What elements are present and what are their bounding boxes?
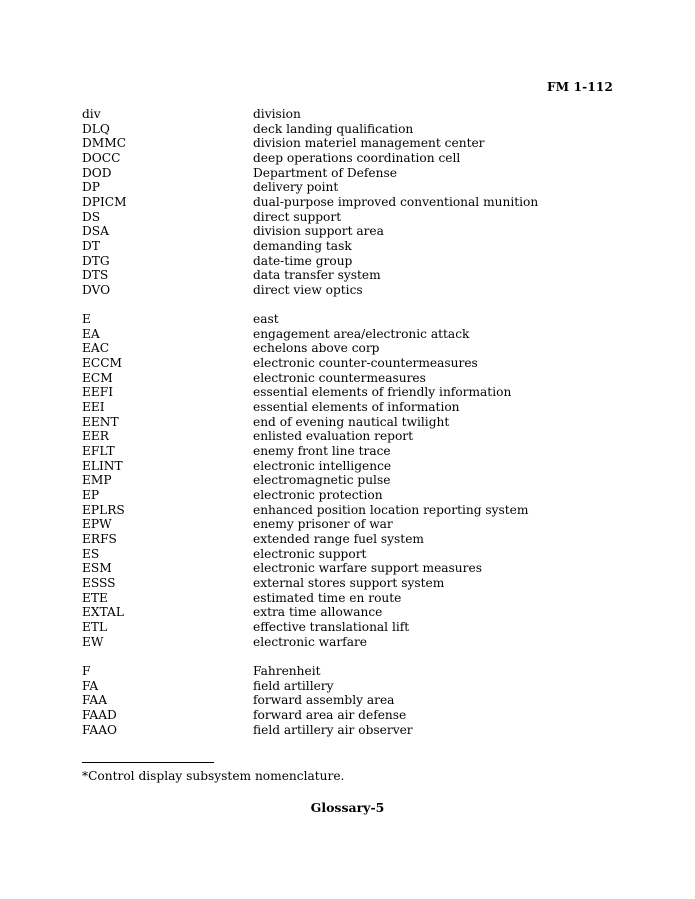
abbreviation: div xyxy=(82,107,101,121)
glossary-entry xyxy=(82,268,622,283)
abbreviation: ESM xyxy=(82,561,112,576)
abbreviation: DOCC xyxy=(82,150,121,165)
definition: electronic warfare xyxy=(253,634,367,649)
definition: date-time group xyxy=(253,253,353,268)
glossary-entry xyxy=(82,283,622,298)
abbreviation: ERFS xyxy=(82,532,117,547)
abbreviation: DOD xyxy=(82,165,112,180)
glossary-entry xyxy=(82,693,622,708)
glossary-entry xyxy=(82,122,622,137)
abbreviation: EEI xyxy=(82,400,105,415)
definition: demanding task xyxy=(253,238,352,253)
definition: enhanced position location reporting system xyxy=(253,502,529,517)
glossary-group xyxy=(82,107,622,298)
abbreviation: DMMC xyxy=(82,136,127,151)
glossary-entry xyxy=(82,605,622,620)
glossary-entry xyxy=(82,547,622,562)
abbreviation: EMP xyxy=(82,473,112,488)
definition: external stores support system xyxy=(253,575,445,590)
abbreviation: FAAD xyxy=(82,707,117,722)
glossary-entry xyxy=(82,532,622,547)
definition: electromagnetic pulse xyxy=(253,473,391,488)
glossary-entry xyxy=(82,708,622,723)
page-number: Glossary-5 xyxy=(310,800,385,815)
abbreviation: EEFI xyxy=(82,385,114,400)
glossary-entry xyxy=(82,210,622,225)
definition: direct view optics xyxy=(253,282,363,297)
definition: essential elements of information xyxy=(253,400,460,415)
glossary-entry xyxy=(82,180,622,195)
definition: electronic warfare support measures xyxy=(253,561,482,576)
abbreviation: EW xyxy=(82,634,104,649)
definition: extended range fuel system xyxy=(253,532,424,547)
glossary-entry xyxy=(82,107,622,122)
abbreviation: EA xyxy=(82,326,100,341)
glossary-entry xyxy=(82,679,622,694)
definition: end of evening nautical twilight xyxy=(253,414,450,429)
glossary-entry xyxy=(82,635,622,650)
abbreviation: F xyxy=(82,663,91,678)
abbreviation: DPICM xyxy=(82,194,127,209)
abbreviation: EAC xyxy=(82,341,110,356)
glossary-entry xyxy=(82,664,622,679)
abbreviation: EXTAL xyxy=(82,605,124,620)
abbreviation: EFLT xyxy=(82,444,115,459)
glossary-entry xyxy=(82,576,622,591)
definition: essential elements of friendly information xyxy=(253,385,512,400)
abbreviation: DTS xyxy=(82,268,109,283)
abbreviation: DP xyxy=(82,180,100,195)
definition: east xyxy=(253,312,279,327)
glossary-entry xyxy=(82,312,622,327)
definition: deep operations coordination cell xyxy=(253,150,461,165)
glossary-entry xyxy=(82,195,622,210)
definition: field artillery xyxy=(253,678,334,693)
abbreviation: EPW xyxy=(82,517,112,532)
glossary-entry xyxy=(82,723,622,738)
abbreviation: DT xyxy=(82,238,100,253)
definition: forward assembly area xyxy=(253,693,395,708)
definition: dual-purpose improved conventional munition xyxy=(253,194,539,209)
glossary-entry xyxy=(82,620,622,635)
abbreviation: ETE xyxy=(82,590,108,605)
glossary-entry xyxy=(82,385,622,400)
glossary-list xyxy=(82,107,622,752)
abbreviation: EP xyxy=(82,488,100,503)
definition: division xyxy=(253,107,301,121)
glossary-entry xyxy=(82,166,622,181)
glossary-entry xyxy=(82,473,622,488)
glossary-entry xyxy=(82,341,622,356)
definition: forward area air defense xyxy=(253,707,407,722)
definition: division materiel management center xyxy=(253,136,485,151)
definition: electronic support xyxy=(253,546,367,561)
abbreviation: ES xyxy=(82,546,100,561)
abbreviation: DLQ xyxy=(82,121,110,136)
definition: electronic countermeasures xyxy=(253,370,426,385)
definition: field artillery air observer xyxy=(253,722,413,737)
abbreviation: ECCM xyxy=(82,356,123,371)
glossary-entry xyxy=(82,459,622,474)
glossary-entry xyxy=(82,400,622,415)
glossary-entry xyxy=(82,415,622,430)
abbreviation: ESSS xyxy=(82,575,116,590)
abbreviation: DS xyxy=(82,209,101,224)
glossary-entry xyxy=(82,503,622,518)
glossary-entry xyxy=(82,591,622,606)
abbreviation: E xyxy=(82,312,91,327)
abbreviation: ECM xyxy=(82,370,113,385)
glossary-entry xyxy=(82,444,622,459)
abbreviation: FAAO xyxy=(82,722,117,737)
abbreviation: ETL xyxy=(82,619,108,634)
definition: enlisted evaluation report xyxy=(253,429,414,444)
definition: data transfer system xyxy=(253,268,381,283)
glossary-entry xyxy=(82,151,622,166)
abbreviation: FAA xyxy=(82,693,107,708)
definition: enemy prisoner of war xyxy=(253,517,393,532)
document-id: FM 1-112 xyxy=(547,80,613,94)
glossary-entry xyxy=(82,136,622,151)
glossary-entry xyxy=(82,517,622,532)
glossary-group xyxy=(82,312,622,649)
definition: estimated time en route xyxy=(253,590,402,605)
abbreviation: EPLRS xyxy=(82,502,125,517)
definition: enemy front line trace xyxy=(253,444,391,459)
abbreviation: FA xyxy=(82,678,99,693)
glossary-entry xyxy=(82,561,622,576)
definition: delivery point xyxy=(253,180,339,195)
definition: Department of Defense xyxy=(253,165,397,180)
definition: division support area xyxy=(253,224,384,239)
glossary-entry xyxy=(82,488,622,503)
glossary-entry xyxy=(82,429,622,444)
definition: electronic intelligence xyxy=(253,458,392,473)
definition: Fahrenheit xyxy=(253,663,321,678)
glossary-entry xyxy=(82,356,622,371)
definition: engagement area/electronic attack xyxy=(253,326,470,341)
glossary-entry xyxy=(82,327,622,342)
glossary-entry xyxy=(82,254,622,269)
glossary-entry xyxy=(82,371,622,386)
definition: echelons above corp xyxy=(253,341,380,356)
definition: direct support xyxy=(253,209,342,224)
definition: electronic protection xyxy=(253,488,383,503)
abbreviation: EER xyxy=(82,429,109,444)
footnote: *Control display subsystem nomenclature. xyxy=(82,769,345,783)
abbreviation: ELINT xyxy=(82,458,123,473)
glossary-group xyxy=(82,664,622,737)
glossary-entry xyxy=(82,239,622,254)
abbreviation: EENT xyxy=(82,414,119,429)
abbreviation: DSA xyxy=(82,224,109,239)
definition: extra time allowance xyxy=(253,605,383,620)
definition: electronic counter-countermeasures xyxy=(253,356,478,371)
abbreviation: DVO xyxy=(82,282,111,297)
glossary-entry xyxy=(82,224,622,239)
definition: effective translational lift xyxy=(253,619,410,634)
abbreviation: DTG xyxy=(82,253,110,268)
footnote-divider xyxy=(82,762,214,763)
definition: deck landing qualification xyxy=(253,121,414,136)
